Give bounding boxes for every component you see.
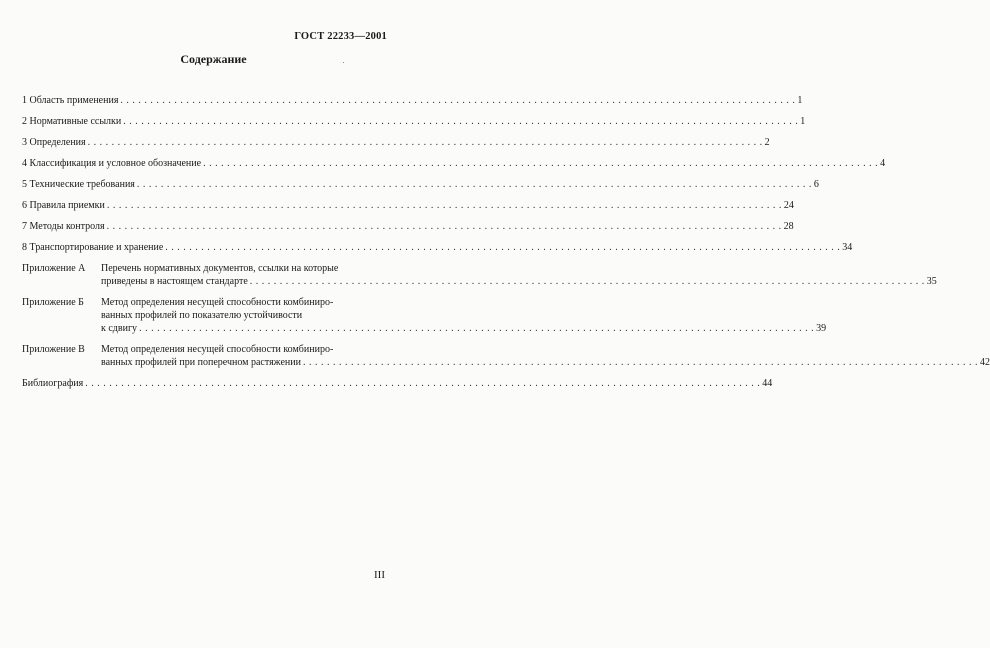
toc-entry-page: 6 xyxy=(813,179,819,190)
toc-entry-label: 7 Методы контроля xyxy=(22,221,105,232)
appendix-label: Приложение В xyxy=(22,344,85,355)
toc-entry-page: 44 xyxy=(762,378,773,389)
appendix-title-last-line xyxy=(101,322,826,335)
appendix-body xyxy=(101,296,826,335)
toc-entry-label: 4 Классификация и условное обозначение xyxy=(22,158,202,169)
appendix-title-last-line xyxy=(101,356,990,369)
document-code: ГОСТ 22233—2001 xyxy=(294,31,387,42)
toc-entry[interactable] xyxy=(22,136,770,149)
toc-entry[interactable] xyxy=(22,94,803,107)
toc-entry[interactable] xyxy=(22,178,819,191)
toc-entry[interactable] xyxy=(22,199,794,212)
toc-entry-page: 1 xyxy=(797,95,803,106)
appendix-page: 35 xyxy=(926,276,937,287)
toc-entry-label: Библиография xyxy=(22,378,84,389)
toc-entry-page: 1 xyxy=(800,116,806,127)
leader-dots xyxy=(250,275,925,288)
toc-entry-label: 1 Область применения xyxy=(22,95,119,106)
toc-entry-page: 28 xyxy=(783,221,794,232)
leader-dots xyxy=(303,356,978,369)
leader-dots xyxy=(165,241,840,254)
leader-dots xyxy=(203,157,878,170)
toc-entry-label: 2 Нормативные ссылки xyxy=(22,116,122,127)
appendix-title-line: Метод определения несущей способности комбиниро- xyxy=(101,344,334,355)
appendix-title-line: Метод определения несущей способности комбиниро- xyxy=(101,297,334,308)
appendix-title-line: Перечень нормативных документов, ссылки на которые xyxy=(101,263,339,274)
table-of-contents xyxy=(22,94,990,398)
appendix-page: 42 xyxy=(979,357,990,368)
toc-entry-label: 8 Транспортирование и хранение xyxy=(22,242,164,253)
leader-dots xyxy=(120,94,795,107)
toc-entry-page: 24 xyxy=(783,200,794,211)
leader-dots xyxy=(137,178,812,191)
toc-entry[interactable] xyxy=(22,220,794,233)
appendix-title-last-line xyxy=(101,275,937,288)
leader-dots xyxy=(88,136,763,149)
leader-dots xyxy=(85,377,760,390)
toc-appendix-b[interactable] xyxy=(22,296,827,335)
toc-entry-label: 5 Технические требования xyxy=(22,179,135,190)
page-number: III xyxy=(374,569,385,581)
scan-speck xyxy=(343,62,344,63)
leader-dots xyxy=(107,220,782,233)
appendix-label: Приложение А xyxy=(22,263,86,274)
leader-dots xyxy=(107,199,782,212)
toc-appendix-a[interactable] xyxy=(22,262,937,288)
leader-dots xyxy=(123,115,798,128)
appendix-title-tail: ванных профилей при поперечном растяжении xyxy=(101,357,301,368)
appendix-title-tail: к сдвигу xyxy=(101,323,138,334)
toc-entry[interactable] xyxy=(22,157,886,170)
toc-entry[interactable] xyxy=(22,241,853,254)
page-title: Содержание xyxy=(180,52,247,66)
toc-entry-page: 34 xyxy=(842,242,853,253)
toc-entry-page: 4 xyxy=(880,158,886,169)
appendix-label: Приложение Б xyxy=(22,297,84,308)
toc-entry-page: 2 xyxy=(764,137,770,148)
toc-entry-label: 3 Определения xyxy=(22,137,86,148)
appendix-body xyxy=(101,343,990,369)
toc-appendix-c[interactable] xyxy=(22,343,990,369)
toc-entry-bibliography[interactable] xyxy=(22,377,773,390)
appendix-page: 39 xyxy=(816,323,827,334)
leader-dots xyxy=(139,322,814,335)
toc-entry-label: 6 Правила приемки xyxy=(22,200,105,211)
toc-entry[interactable] xyxy=(22,115,806,128)
appendix-body xyxy=(101,262,937,288)
appendix-title-line: ванных профилей по показателю устойчивости xyxy=(101,310,303,321)
appendix-title-tail: приведены в настоящем стандарте xyxy=(101,276,248,287)
